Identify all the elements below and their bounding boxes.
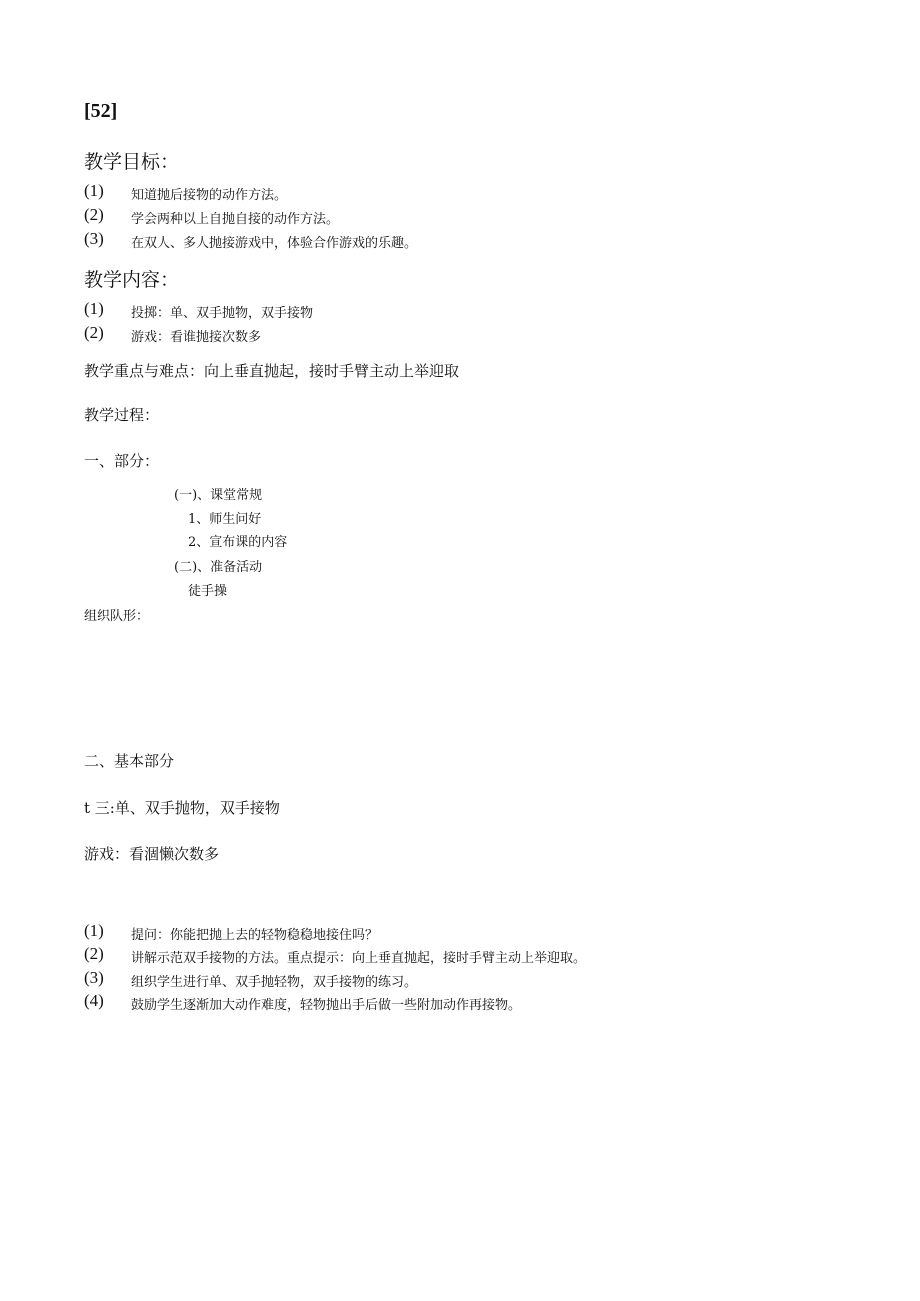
process-heading: 教学过程： (84, 406, 160, 424)
part-two-line1: t 三:单、双手抛物，双手接物 (84, 799, 280, 817)
part-one-sub1-item2: 2、宣布课的内容 (188, 535, 288, 550)
part-one-sub2-item1: 徒手操 (188, 584, 228, 599)
objective-1-number: (1) (84, 181, 104, 200)
step-3-text: 组织学生进行单、双手抛轻物，双手接物的练习。 (131, 975, 418, 990)
part-one-sub1: (一)、课堂常规 (174, 488, 263, 503)
step-1-text: 提问：你能把抛上去的轻物稳稳地接住吗？ (131, 928, 379, 943)
step-3-number: (3) (84, 968, 104, 987)
content-2-number: (2) (84, 323, 104, 342)
part-two-line2: 游戏：看涸懒次数多 (84, 845, 220, 863)
step-1-number: (1) (84, 921, 104, 940)
content-1-text: 投掷：单、双手抛物，双手接物 (131, 306, 314, 321)
objective-2-number: (2) (84, 205, 104, 224)
step-4-number: (4) (84, 991, 104, 1010)
step-4-text: 鼓励学生逐渐加大动作难度，轻物抛出手后做一些附加动作再接物。 (131, 998, 522, 1013)
content-2-text: 游戏：看谁抛接次数多 (131, 330, 262, 345)
objective-3-text: 在双人、多人抛接游戏中，体验合作游戏的乐趣。 (131, 236, 418, 251)
part-one-sub1-item1: 1、师生问好 (188, 512, 262, 527)
objective-2-text: 学会两种以上自抛自接的动作方法。 (131, 212, 340, 227)
part-one-heading: 一、部分： (84, 452, 160, 470)
document-number: [52] (84, 100, 118, 122)
content-heading: 教学内容： (84, 269, 180, 291)
step-2-text: 讲解示范双手接物的方法。重点提示：向上垂直抛起，接时手臂主动上举迎取。 (131, 951, 587, 966)
formation-label: 组织队形： (84, 609, 150, 624)
objective-1-text: 知道抛后接物的动作方法。 (131, 188, 288, 203)
objectives-heading: 教学目标： (84, 151, 180, 173)
objective-3-number: (3) (84, 229, 104, 248)
content-1-number: (1) (84, 299, 104, 318)
key-points: 教学重点与难点：向上垂直抛起，接时手臂主动上举迎取 (84, 362, 460, 380)
step-2-number: (2) (84, 944, 104, 963)
part-one-sub2: (二)、准备活动 (174, 560, 263, 575)
part-two-heading: 二、基本部分 (84, 752, 175, 770)
